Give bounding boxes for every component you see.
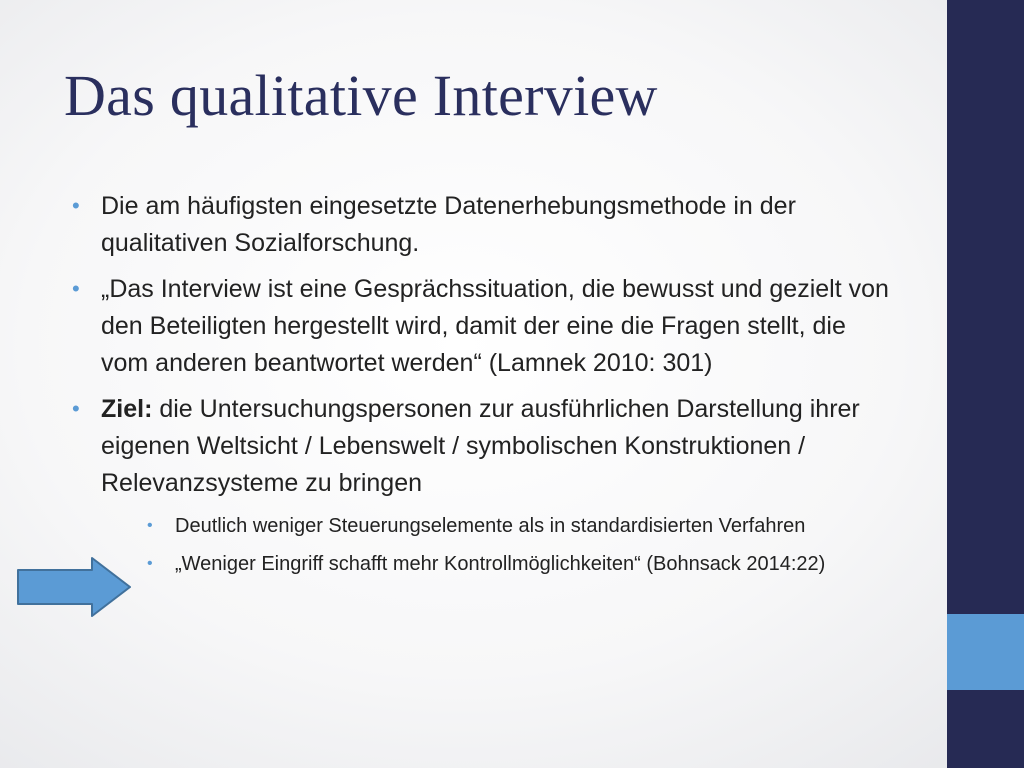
slide-content: [72, 188, 892, 587]
bullet-dot: •: [72, 193, 80, 218]
right-arrow-icon: [16, 556, 134, 623]
bullet-item: [72, 391, 892, 502]
bullet-item: [72, 188, 892, 262]
sub-bullet-list: [147, 511, 892, 579]
sub-bullet-text: Deutlich weniger Steuerungselemente als in standardisierten Verfahren: [175, 515, 806, 537]
bullet-label: Ziel:: [101, 395, 153, 423]
slide-title: Das qualitative Interview: [64, 63, 658, 128]
side-bar-accent: [947, 614, 1024, 690]
sub-bullet-item: [147, 549, 892, 579]
bullet-text: die Untersuchungspersonen zur ausführlichen Darstellung ihrer eigenen Weltsicht / Lebenswelt / symbolischen Konstruktionen / Relevanzsysteme zu bringen: [101, 395, 860, 497]
sub-bullet-dot: •: [147, 517, 153, 534]
bullet-dot: •: [72, 276, 80, 301]
bullet-item: [72, 271, 892, 382]
sub-bullet-dot: •: [147, 555, 153, 572]
sub-bullet-item: [147, 511, 892, 541]
bullet-text: „Das Interview ist eine Gesprächssituation, die bewusst und gezielt von den Beteiligten hergestellt wird, damit der eine die Fragen stellt, die vom anderen beantwortet werden“ (Lamnek 2010: 301): [101, 275, 889, 377]
sub-bullet-text: „Weniger Eingriff schafft mehr Kontrollmöglichkeiten“ (Bohnsack 2014:22): [175, 553, 826, 575]
bullet-dot: •: [72, 396, 80, 421]
bullet-text: Die am häufigsten eingesetzte Datenerhebungsmethode in der qualitativen Sozialforschung.: [101, 192, 796, 257]
